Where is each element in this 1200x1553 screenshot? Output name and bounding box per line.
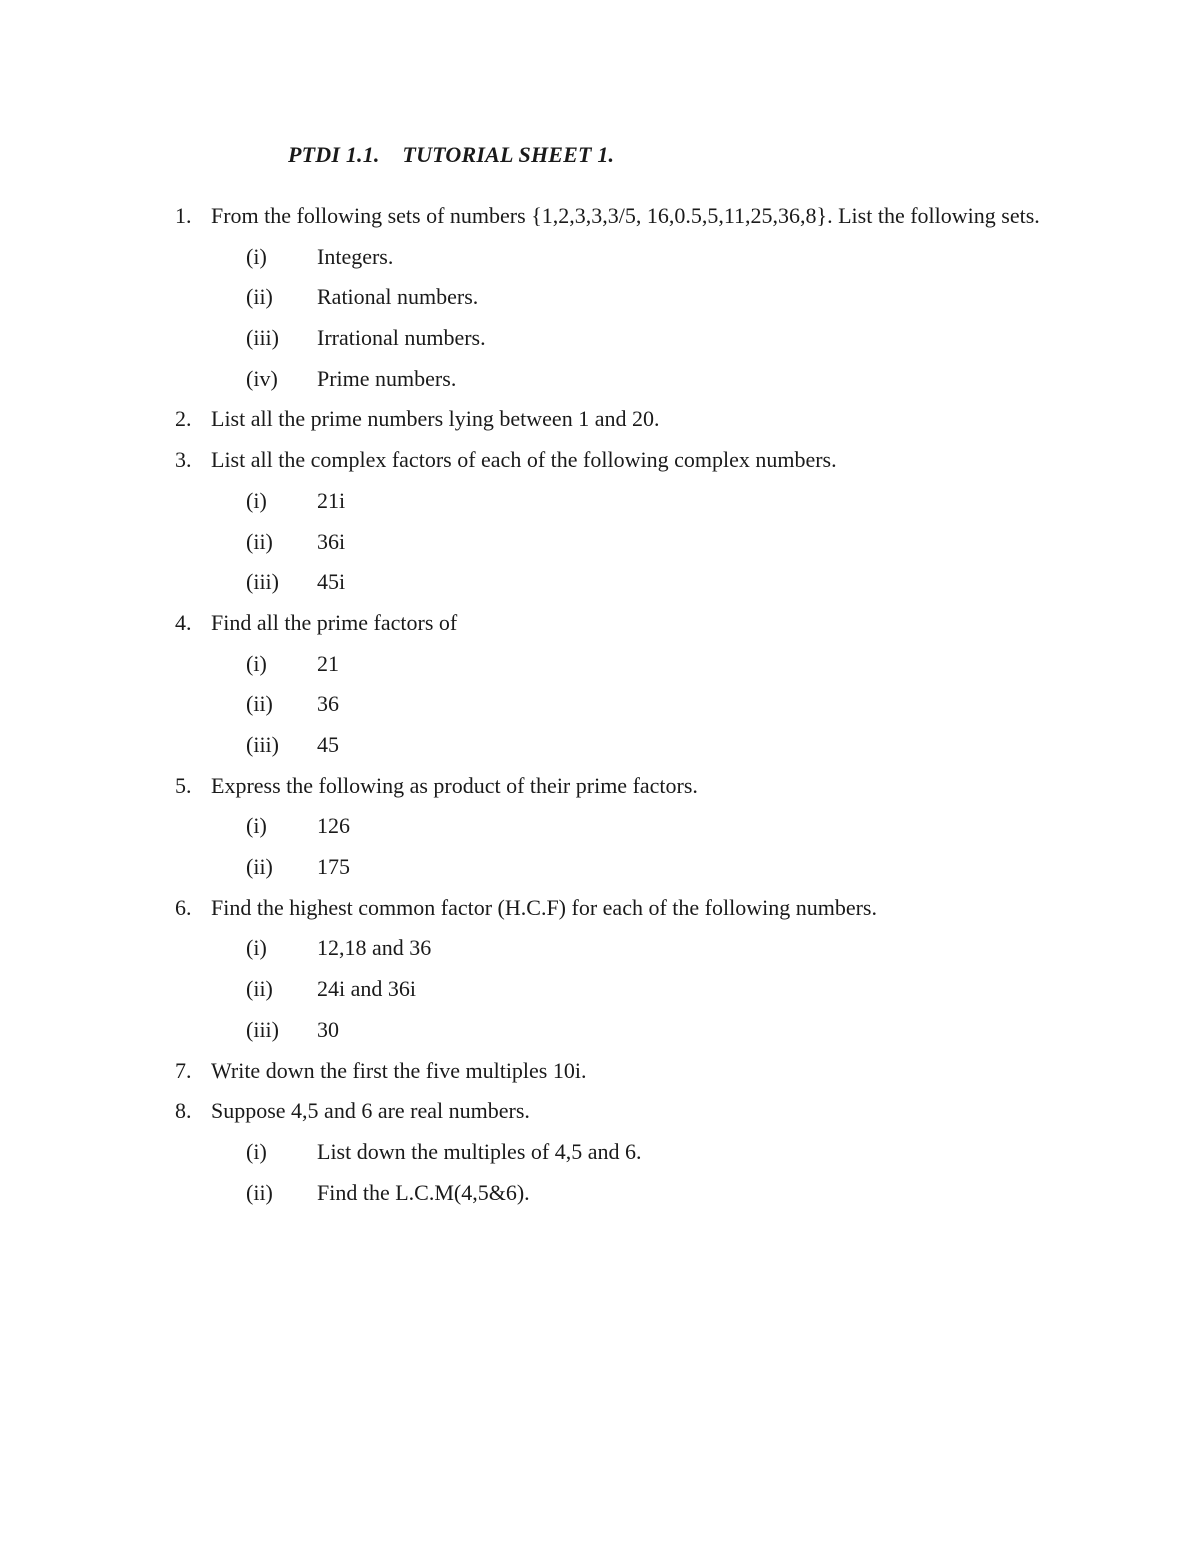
sub-question-item <box>0 847 1200 888</box>
sub-question-list <box>0 928 1200 1050</box>
question-item <box>0 888 1200 1051</box>
sub-question-label: (iv) <box>246 365 278 391</box>
sub-question-item <box>0 562 1200 603</box>
sub-question-item <box>0 522 1200 563</box>
question-item <box>0 766 1200 888</box>
question-number: 1. <box>175 203 192 228</box>
sub-question-text: 21i <box>317 487 346 513</box>
sub-question-text: 30 <box>317 1016 339 1042</box>
sub-question-item <box>0 644 1200 685</box>
sub-question-label: (i) <box>246 243 267 269</box>
sub-question-item <box>0 725 1200 766</box>
sub-question-item <box>0 318 1200 359</box>
question-number: 6. <box>175 894 192 920</box>
sub-question-list <box>0 237 1200 400</box>
question-number: 3. <box>175 447 192 473</box>
sub-question-list <box>0 806 1200 887</box>
question-item <box>0 603 1200 766</box>
sub-question-item <box>0 277 1200 318</box>
sub-question-item <box>0 969 1200 1010</box>
question-number: 5. <box>175 772 192 798</box>
sub-question-text: List down the multiples of 4,5 and 6. <box>317 1138 642 1164</box>
sub-question-text: Rational numbers. <box>317 284 479 310</box>
sub-question-text: 45i <box>317 569 346 595</box>
sub-question-text: 175 <box>317 854 350 880</box>
question-list <box>0 196 1200 1213</box>
sub-question-label: (ii) <box>246 854 273 880</box>
sub-question-item <box>0 684 1200 725</box>
question-text: Find the highest common factor (H.C.F) for each of the following numbers. <box>211 894 877 920</box>
sub-question-text: 36 <box>317 691 339 717</box>
sub-question-item <box>0 237 1200 278</box>
sub-question-text: Irrational numbers. <box>317 325 486 351</box>
sub-question-text: 126 <box>317 813 350 839</box>
sub-question-text: Find the L.C.M(4,5&6). <box>317 1179 530 1205</box>
sub-question-item <box>0 1010 1200 1051</box>
question-text: From the following sets of numbers {1,2,3,3,3/5, 16,0.5,5,11,25,36,8}. List the following sets. <box>211 203 1040 228</box>
sub-question-list <box>0 644 1200 766</box>
sub-question-label: (i) <box>246 487 267 513</box>
sub-question-label: (iii) <box>246 1016 279 1042</box>
sub-question-list <box>0 1132 1200 1213</box>
sub-question-list <box>0 481 1200 603</box>
page-title: PTDI 1.1. TUTORIAL SHEET 1. <box>288 142 615 167</box>
sub-question-label: (ii) <box>246 284 273 310</box>
sub-question-label: (ii) <box>246 976 273 1002</box>
sub-question-item <box>0 359 1200 400</box>
sub-question-item <box>0 806 1200 847</box>
question-number: 2. <box>175 406 192 432</box>
question-item <box>0 1051 1200 1092</box>
sub-question-text: 24i and 36i <box>317 976 416 1002</box>
sub-question-item <box>0 928 1200 969</box>
question-number: 8. <box>175 1098 192 1124</box>
question-text: List all the complex factors of each of the following complex numbers. <box>211 447 837 473</box>
question-item <box>0 399 1200 440</box>
sub-question-item <box>0 1132 1200 1173</box>
question-text: List all the prime numbers lying between 1 and 20. <box>211 406 660 432</box>
sub-question-label: (ii) <box>246 691 273 717</box>
sub-question-item <box>0 1173 1200 1214</box>
sub-question-label: (iii) <box>246 569 279 595</box>
question-item <box>0 196 1200 399</box>
sub-question-label: (iii) <box>246 732 279 757</box>
sub-question-text: Prime numbers. <box>317 365 457 391</box>
sub-question-label: (i) <box>246 650 267 676</box>
question-text: Suppose 4,5 and 6 are real numbers. <box>211 1098 530 1124</box>
question-item <box>0 1091 1200 1213</box>
question-text: Express the following as product of their prime factors. <box>211 772 698 798</box>
sub-question-text: 21 <box>317 650 339 676</box>
sub-question-label: (i) <box>246 813 267 839</box>
question-number: 4. <box>175 609 192 635</box>
sub-question-label: (iii) <box>246 325 279 351</box>
sub-question-item <box>0 481 1200 522</box>
question-number: 7. <box>175 1057 192 1083</box>
question-text: Write down the first the five multiples 10i. <box>211 1057 587 1083</box>
sub-question-text: 36i <box>317 528 346 554</box>
sub-question-label: (ii) <box>246 528 273 554</box>
sub-question-label: (i) <box>246 935 267 961</box>
sub-question-text: 45 <box>317 732 339 757</box>
sub-question-text: 12,18 and 36 <box>317 935 432 961</box>
question-text: Find all the prime factors of <box>211 609 458 635</box>
sub-question-text: Integers. <box>317 243 394 269</box>
sub-question-label: (i) <box>246 1138 267 1164</box>
question-item <box>0 440 1200 603</box>
sub-question-label: (ii) <box>246 1179 273 1205</box>
